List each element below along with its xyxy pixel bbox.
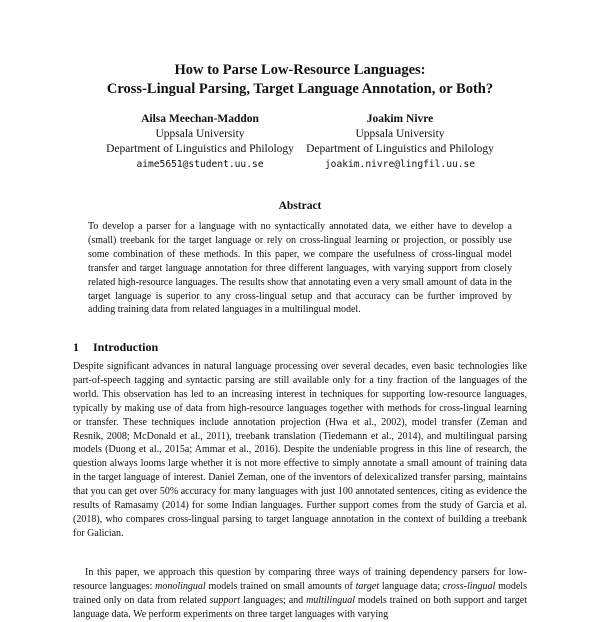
author-department: Department of Linguistics and Philology <box>106 143 294 155</box>
para2-emphasis: multilingual <box>306 594 355 606</box>
author-university: Uppsala University <box>155 128 245 140</box>
para2-text: models trained on small amounts of <box>205 580 356 592</box>
para2-emphasis: monolingual <box>155 580 206 592</box>
para2-text: language data; <box>379 580 443 592</box>
para2-emphasis: target <box>355 580 380 592</box>
author-block-1 <box>100 112 300 172</box>
author-email: aime5651@student.uu.se <box>136 159 264 170</box>
author-block-2 <box>300 112 500 172</box>
intro-paragraph-1: Despite significant advances in natural language processing over several decades, even basic technologies like part-of-speech tagging and syntactic parsing are still available only for a tiny fraction of the languages of the world. This observation has led to an increasing interest in techniques for supporting low-resource languages, typically by making use of data from high-resource languages together with methods for cross-lingual learning or transfer. These techniques include annotation projection (Hwa et al., 2002), model transfer (Zeman and Resnik, 2008; McDonald et al., 2011), treebank translation (Tiedemann et al., 2014), and multilingual parsing models (Duong et al., 2015a; Ammar et al., 2016). Despite the undeniable progress in this line of research, the question always looms large whether it is not more effective to simply annotate a small amount of training data in the target language of interest. Daniel Zeman, one of the inventors of delexicalized transfer parsing, maintains that you can get over 50% accuracy for many languages with just 100 annotated sentences, citing as evidence the results of Ramasamy (2014) for some Indian languages. Further support comes from the study of Garcia et al. (2018), who compares cross-lingual parsing to target language annotation in the context of building a treebank for Galician. <box>73 361 527 539</box>
para2-text: models trained on both support and target language data. We perform experiments on three target languages with varying <box>73 594 528 620</box>
author-name: Ailsa Meechan-Maddon <box>141 113 259 125</box>
abstract-heading: Abstract <box>278 200 322 212</box>
section-number: 1 <box>73 340 79 354</box>
intro-paragraph-2 <box>73 566 527 622</box>
para2-emphasis: cross-lingual <box>442 580 496 592</box>
author-name: Joakim Nivre <box>366 113 434 125</box>
paper-title-line-1: How to Parse Low-Resource Languages: <box>174 62 426 78</box>
paper-title-line-2: Cross-Lingual Parsing, Target Language Annotation, or Both? <box>106 81 494 97</box>
section-title: Introduction <box>93 340 159 354</box>
para2-text: models trained only on data from related <box>73 580 527 606</box>
author-email: joakim.nivre@lingfil.uu.se <box>324 159 476 170</box>
para2-text: languages; and <box>240 594 307 606</box>
section-heading <box>73 340 158 355</box>
abstract-text: To develop a parser for a language with no syntactically annotated data, we either have to develop a (small) treebank for the target language or rely on cross-lingual learning or projection, or possibly use some combination of these methods. In this paper, we compare the usefulness of cross-lingual model transfer and target language annotation for three different languages, with varying support from closely related high-resource languages. The results show that annotating even a very small amount of data in the target language is superior to any cross-lingual setup and that accuracy can be further improved by adding training data from related languages in a multilingual model. <box>88 221 512 316</box>
para2-text: In this paper, we approach this question by comparing three ways of training dependency parsers for low-resource languages: <box>73 567 527 592</box>
author-department: Department of Linguistics and Philology <box>306 143 494 155</box>
para2-emphasis: support <box>209 594 241 606</box>
author-university: Uppsala University <box>355 128 445 140</box>
